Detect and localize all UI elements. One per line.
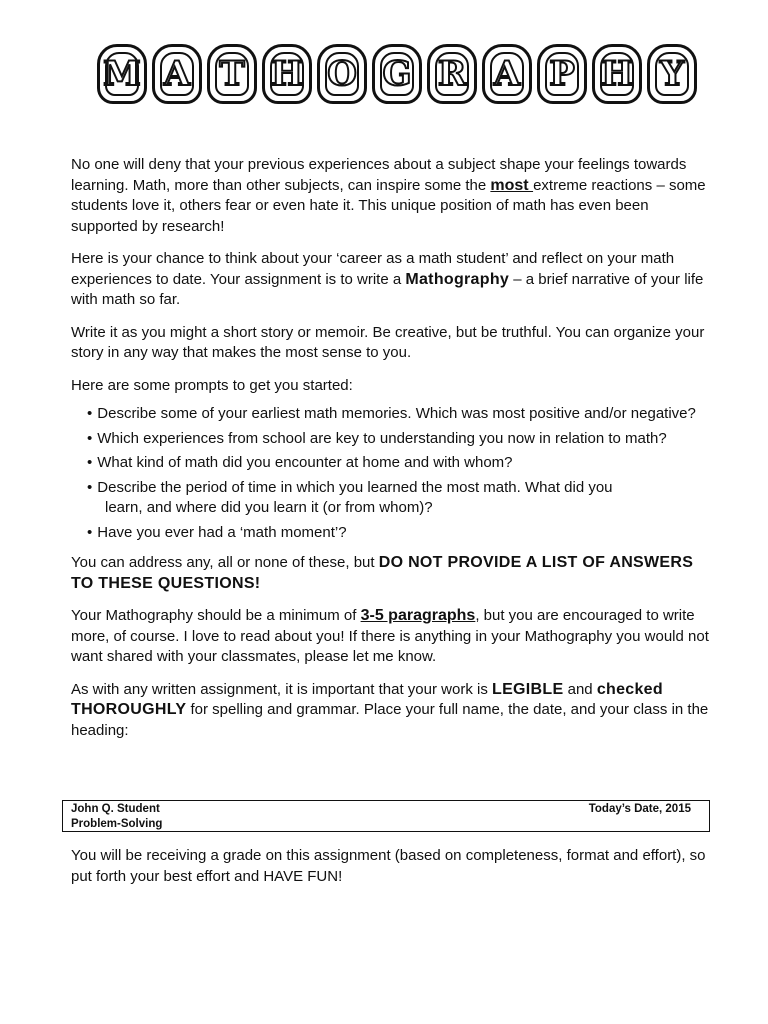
title-letter-tile (97, 44, 147, 104)
title-letter-tile (537, 44, 587, 104)
list-item: • Which experiences from school are key to understanding you now in relation to math? (87, 429, 667, 447)
title-letter: T (219, 54, 245, 94)
prompts-intro: Here are some prompts to get you started: (71, 376, 353, 394)
title-letter-tile (372, 44, 422, 104)
title-letter-tile (207, 44, 257, 104)
length-paragraph: Your Mathography should be a minimum of 3-5 paragraphs, but you are encouraged to write more, of course. I love to read about you! If there is anything in your Mathography you would not want shared with your classmates, please let me know. (71, 607, 709, 665)
prompt-list (71, 404, 711, 543)
emphasis-most: most (490, 176, 534, 194)
list-item: • Have you ever had a ‘math moment’? (87, 523, 347, 541)
emphasis-mathography: Mathography (405, 270, 510, 288)
warning-paragraph: You can address any, all or none of these, but DO NOT PROVIDE A LIST OF ANSWERS TO THESE QUESTIONS! (71, 554, 694, 592)
emphasis-checked: checked THOROUGHLY (71, 680, 663, 718)
title-letter: H (600, 54, 634, 94)
assignment-paragraph: Here is your chance to think about your ‘career as a math student’ and reflect on your math experiences to date. Your assignment is to write a Mathography – a brief narrative of your life with math so far. (71, 250, 704, 308)
mathography-title (97, 44, 697, 110)
list-item: • What kind of math did you encounter at home and with whom? (87, 454, 513, 471)
emphasis-legible: LEGIBLE (492, 680, 564, 698)
title-letter: A (493, 54, 521, 94)
title-letter: Y (659, 54, 685, 94)
title-letter-tile (482, 44, 532, 104)
title-letter: R (437, 54, 467, 94)
title-letter-tile (152, 44, 202, 104)
title-letter: G (382, 54, 412, 94)
format-paragraph: As with any written assignment, it is important that your work is LEGIBLE and checked THOROUGHLY for spelling and grammar. Place your full name, the date, and your class in the heading: (71, 680, 709, 739)
title-letter-tile (427, 44, 477, 104)
title-letter: O (327, 54, 357, 94)
intro-paragraph: No one will deny that your previous experiences about a subject shape your feelings towards learning. Math, more than other subjects, can inspire some the most extreme reactions – some students love it, others fear or even hate it. This unique position of math has even been supported by research! (71, 156, 706, 235)
title-letter-tile (317, 44, 367, 104)
heading-date: Today’s Date, 2015 (588, 803, 691, 815)
heading-class: Problem-Solving (71, 818, 163, 830)
title-letter: H (270, 54, 304, 94)
title-letter: M (103, 54, 141, 94)
list-item: • Describe some of your earliest math memories. Which was most positive and/or negative? (87, 405, 696, 422)
title-letter-tile (647, 44, 697, 104)
title-letter-tile (262, 44, 312, 104)
heading-name: John Q. Student (71, 803, 160, 815)
heading-example-box (62, 800, 710, 832)
list-item: • Describe the period of time in which you learned the most math. What did you learn, and where did you learn it (or from whom)? (87, 478, 613, 516)
emphasis-warning: DO NOT PROVIDE A LIST OF ANSWERS TO THESE QUESTIONS! (71, 554, 694, 592)
emphasis-length: 3-5 paragraphs (360, 607, 476, 624)
closing-paragraph: You will be receiving a grade on this assignment (based on completeness, format and effort), so put forth your best effort and HAVE FUN! (71, 847, 706, 885)
style-paragraph: Write it as you might a short story or memoir. Be creative, but be truthful. You can organize your story in any way that makes the most sense to you. (71, 323, 705, 361)
title-letter: P (549, 54, 575, 94)
title-letter-tile (592, 44, 642, 104)
assignment-body (71, 155, 711, 753)
title-letter: A (163, 54, 191, 94)
